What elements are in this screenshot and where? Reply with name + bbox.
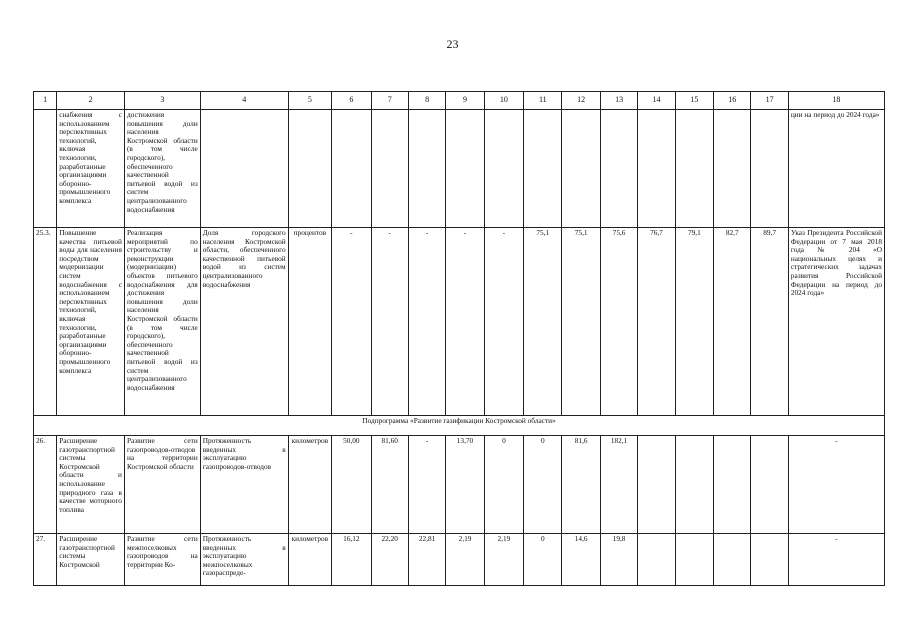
value-cell: 0 [524,534,562,586]
unit-cell [288,110,331,228]
basis-cell: Указ Президента Российской Федерации от 7 мая 2018 года № 204 «О национальных целях и стратегических задачах развития Российской Федерации на период до 2024 года» [788,228,884,416]
value-cell: 19,8 [600,534,637,586]
value-cell [675,534,713,586]
goal-cell: Повышение качества питьевой воды для населения посредством модернизации систем водоснабжения с использованием перспективных технологий, включая технологии, разработанные организациями оборонно-промышленного комплекса [57,228,125,416]
table-row [34,228,885,416]
value-cell: 14,6 [562,534,600,586]
measure-cell: Реализация мероприятий по строительству и реконструкции (модернизации) объектов питьевого водоснабжения для достижения повышения доли населения Костромской области (в том числе городского), обеспеченного качественной питьевой водой из систем централизованного водоснабжения [124,228,200,416]
header-cell: 14 [638,92,675,110]
value-cell: 182,1 [600,436,637,534]
value-cell [751,436,788,534]
value-cell: 81,60 [371,436,408,534]
indicator-cell: Доля городского населения Костромской области, обеспеченного качественной питьевой водой из систем централизованного водоснабжения [200,228,288,416]
value-cell: 76,7 [638,228,675,416]
row-number-cell [34,110,57,228]
basis-cell: - [788,436,884,534]
value-cell: - [408,228,445,416]
header-cell: 13 [600,92,637,110]
row-number-cell: 25.3. [34,228,57,416]
value-cell: 75,1 [562,228,600,416]
measure-cell: Развитие сети газопроводов-отводов на территории Костромской области [124,436,200,534]
table-row [34,534,885,586]
value-cell: 0 [484,436,523,534]
value-cell: 13,70 [446,436,484,534]
header-cell: 12 [562,92,600,110]
column-number-row [34,92,885,110]
subprogram-row [34,416,885,436]
value-cell [332,110,371,228]
subprogram-title: Подпрограмма «Развитие газификации Костромской области» [34,416,885,436]
value-cell [524,110,562,228]
value-cell: 79,1 [675,228,713,416]
goal-cell: снабжения с использованием перспективных технологий, включая технологии, разработанные организациями оборонно-промышленного комплекса [57,110,125,228]
header-cell: 18 [788,92,884,110]
program-indicators-table [33,91,885,586]
value-cell [446,110,484,228]
unit-cell: километров [288,436,331,534]
value-cell [562,110,600,228]
value-cell [484,110,523,228]
page-number: 23 [446,37,459,51]
value-cell [714,436,751,534]
header-cell: 10 [484,92,523,110]
value-cell: 2,19 [446,534,484,586]
value-cell: 22,81 [408,534,445,586]
measure-cell: Развитие сети межпоселковых газопроводов на территории Ко- [124,534,200,586]
value-cell: 89,7 [751,228,788,416]
unit-cell: километров [288,534,331,586]
header-cell: 6 [332,92,371,110]
value-cell: - [446,228,484,416]
value-cell: 82,7 [714,228,751,416]
header-cell: 16 [714,92,751,110]
header-cell: 5 [288,92,331,110]
header-cell: 7 [371,92,408,110]
value-cell [408,110,445,228]
header-cell: 3 [124,92,200,110]
header-cell: 8 [408,92,445,110]
value-cell: 50,00 [332,436,371,534]
header-cell: 11 [524,92,562,110]
header-cell: 2 [57,92,125,110]
value-cell [600,110,637,228]
header-cell: 15 [675,92,713,110]
value-cell [638,110,675,228]
header-cell: 9 [446,92,484,110]
goal-cell: Расширение газотранспортной системы Костромской [57,534,125,586]
header-cell: 1 [34,92,57,110]
value-cell: - [484,228,523,416]
value-cell: 0 [524,436,562,534]
value-cell: 2,19 [484,534,523,586]
value-cell: 16,12 [332,534,371,586]
measure-cell: достижения повышения доли населения Костромской области (в том числе городского), обеспеченного качественной питьевой водой из систем централизованного водоснабжения [124,110,200,228]
value-cell [638,436,675,534]
value-cell [675,436,713,534]
indicator-cell: Протяженность введенных в эксплуатацию межпоселковых газораспреде- [200,534,288,586]
indicator-cell: Протяженность введенных в эксплуатацию газопроводов-отводов [200,436,288,534]
value-cell: 75,6 [600,228,637,416]
value-cell: - [332,228,371,416]
unit-cell: процентов [288,228,331,416]
value-cell [714,534,751,586]
value-cell: 22,20 [371,534,408,586]
value-cell: - [408,436,445,534]
value-cell [638,534,675,586]
value-cell: 81,6 [562,436,600,534]
table-row [34,436,885,534]
basis-cell: - [788,534,884,586]
row-number-cell: 26. [34,436,57,534]
value-cell: 75,1 [524,228,562,416]
value-cell [751,534,788,586]
value-cell [714,110,751,228]
row-number-cell: 27. [34,534,57,586]
value-cell [751,110,788,228]
header-cell: 4 [200,92,288,110]
goal-cell: Расширение газотранспортной системы Костромской области и использование природного газа в качестве моторного топлива [57,436,125,534]
table-row [34,110,885,228]
value-cell [675,110,713,228]
header-cell: 17 [751,92,788,110]
value-cell [371,110,408,228]
value-cell: - [371,228,408,416]
basis-cell: ции на период до 2024 года» [788,110,884,228]
indicator-cell [200,110,288,228]
